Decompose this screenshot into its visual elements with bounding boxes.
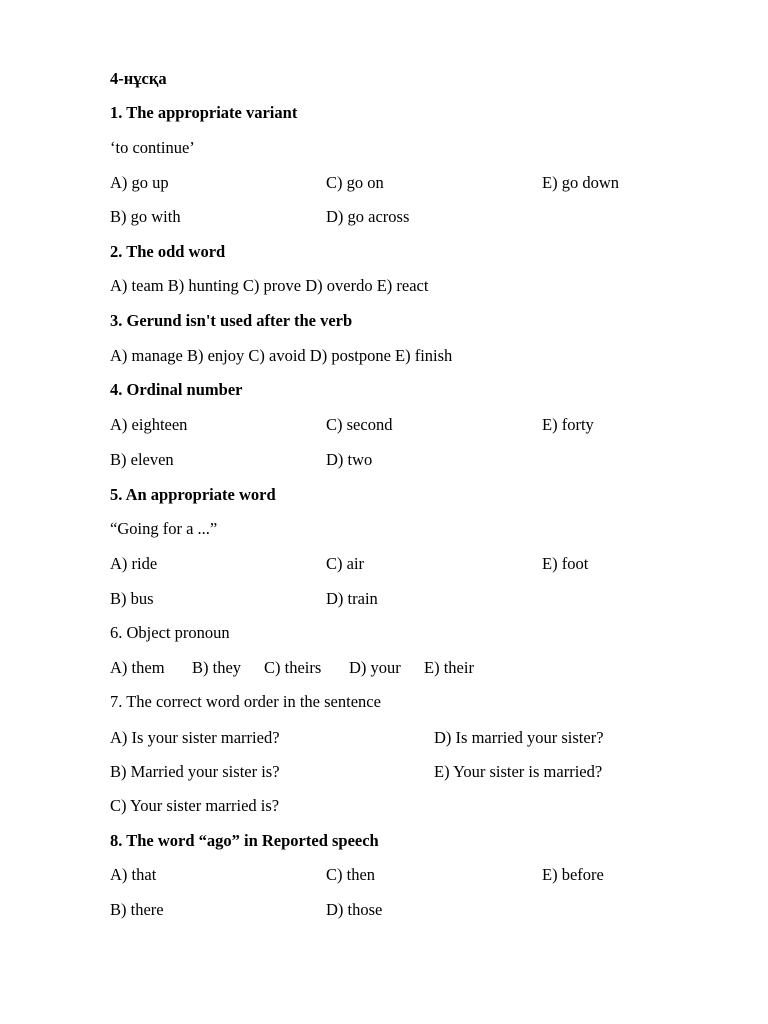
question-1-option-b: B) go with bbox=[110, 207, 181, 226]
question-5-option-b: B) bus bbox=[110, 589, 154, 608]
question-6-option-a: A) them bbox=[110, 658, 165, 677]
question-4-option-b: B) eleven bbox=[110, 450, 174, 469]
question-8-option-b: B) there bbox=[110, 900, 164, 919]
question-5-option-c: C) air bbox=[326, 554, 365, 573]
question-7-option-b: B) Married your sister is? bbox=[110, 762, 280, 781]
question-5-option-d: D) train bbox=[326, 589, 378, 608]
question-5-title: 5. An appropriate word bbox=[110, 485, 276, 504]
question-1-option-e: E) go down bbox=[542, 173, 619, 192]
variant-title: 4-нұсқа bbox=[110, 69, 167, 88]
question-1-option-a: A) go up bbox=[110, 173, 169, 192]
question-1-title: 1. The appropriate variant bbox=[110, 103, 298, 122]
question-7-option-a: A) Is your sister married? bbox=[110, 728, 280, 747]
question-4-option-e: E) forty bbox=[542, 415, 594, 434]
question-7-title: 7. The correct word order in the sentence bbox=[110, 692, 381, 711]
question-1-prompt: ‘to continue’ bbox=[110, 138, 195, 157]
question-2-title: 2. The odd word bbox=[110, 242, 226, 261]
question-6-option-e: E) their bbox=[424, 658, 474, 677]
question-8-option-c: C) then bbox=[326, 865, 376, 884]
question-7-option-d: D) Is married your sister? bbox=[434, 728, 604, 747]
question-3-options: A) manage B) enjoy C) avoid D) postpone E) finish bbox=[110, 346, 453, 365]
question-5-option-e: E) foot bbox=[542, 554, 589, 573]
question-6-option-c: C) theirs bbox=[264, 658, 322, 677]
question-1-option-c: C) go on bbox=[326, 173, 384, 192]
question-8-option-a: A) that bbox=[110, 865, 157, 884]
question-1-option-d: D) go across bbox=[326, 207, 410, 226]
question-8-option-d: D) those bbox=[326, 900, 383, 919]
question-8-title: 8. The word “ago” in Reported speech bbox=[110, 831, 379, 850]
question-4-option-d: D) two bbox=[326, 450, 373, 469]
question-2-options: A) team B) hunting C) prove D) overdo E) react bbox=[110, 276, 429, 295]
question-6-title: 6. Object pronoun bbox=[110, 623, 230, 642]
question-6-option-b: B) they bbox=[192, 658, 242, 677]
question-6-option-d: D) your bbox=[349, 658, 401, 677]
question-4-title: 4. Ordinal number bbox=[110, 380, 243, 399]
question-4-option-a: A) eighteen bbox=[110, 415, 188, 434]
question-5-option-a: A) ride bbox=[110, 554, 158, 573]
question-4-option-c: C) second bbox=[326, 415, 393, 434]
question-7-option-c: C) Your sister married is? bbox=[110, 796, 280, 815]
question-8-option-e: E) before bbox=[542, 865, 604, 884]
question-3-title: 3. Gerund isn't used after the verb bbox=[110, 311, 353, 330]
question-7-option-e: E) Your sister is married? bbox=[434, 762, 603, 781]
question-5-prompt: “Going for a ...” bbox=[110, 519, 218, 538]
